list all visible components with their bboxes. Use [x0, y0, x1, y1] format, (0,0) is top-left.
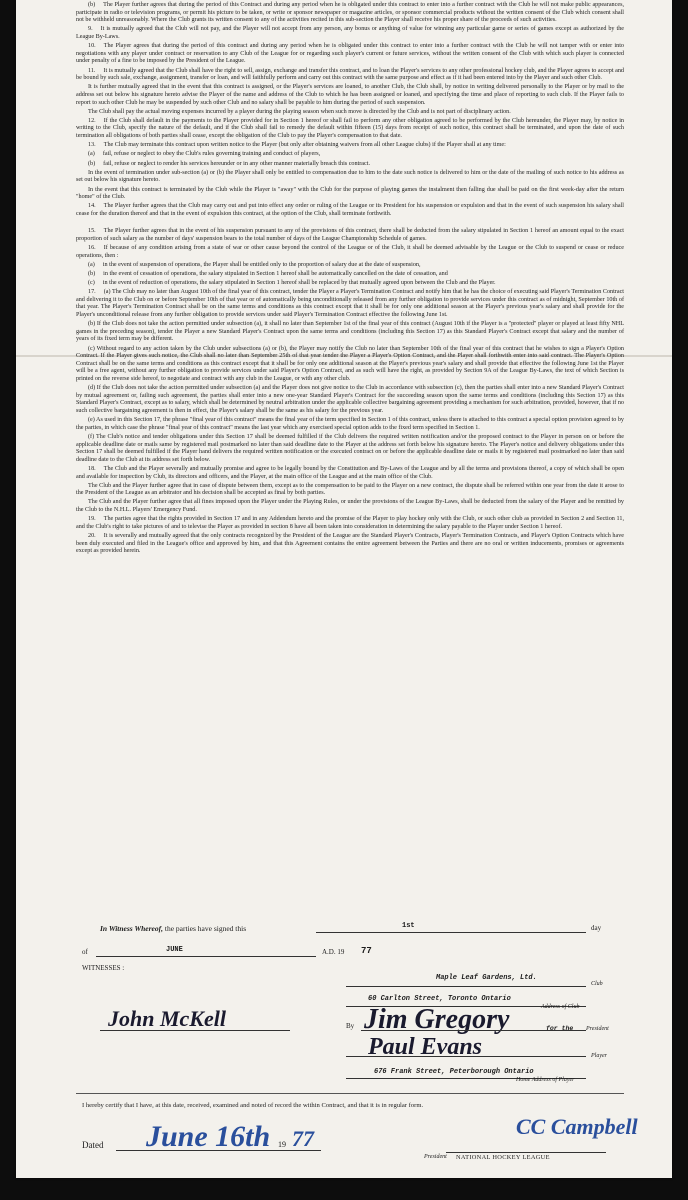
- contract-paragraph: [76, 499, 624, 514]
- paragraph-text: in the event of reduction of operations, the salary stipulated in Section 1 hereof shall be replaced by that mutually agreed upon between the Club and the Player.: [102, 280, 496, 287]
- paragraph-number: 17.: [88, 289, 96, 296]
- paragraph-text: fail, refuse or neglect to render his services hereunder or in any other manner materially breach this contract.: [103, 160, 371, 167]
- contract-paragraph: [88, 151, 624, 159]
- paragraph-number: 20.: [88, 533, 96, 540]
- paragraph-number: 18.: [88, 465, 96, 472]
- paragraph-text: It is mutually agreed that the Club shall have the right to sell, assign, exchange and transfer this contract, and to loan the Player's services to any other professional hockey club, and the Player agrees to accept and be bound by such sale, exchange, assignment, transfer or loan, and will faithfully perform and carry out this contract with the same purpose and effect as if it had been entered into by the Player and such other Club.: [76, 67, 624, 82]
- paragraph-number: (a): [88, 151, 95, 158]
- paragraph-text: The Player further agrees that the Club may carry out and put into effect any order or ruling of the League or its President for his suspension or expulsion and that in the event of such suspension his salary shall cease for the duration thereof and that in the event of expulsion this contract, at the option of the Club, shall terminate forthwith.: [76, 203, 624, 217]
- paragraph-text: The Club and the Player further agree that in case of dispute between them, except as to the compensation to be paid to the Player on a new contract, the dispute shall be referred within one year from the date it arose to the President of the League as an arbitrator and his decision shall be accepted as final by both parties.: [76, 482, 624, 497]
- paragraph-text: The Player agrees that during the period of this contract and during any period when he is obligated under this contract to enter into a further contract with the Club he will not tamper with or enter into negotiations with any player under contract or reservation to any Club of the League for or regarding such player's current or future services, without the written consent of the Club with which such player is connected under penalty of a fine to be imposed by the President of the League.: [76, 43, 624, 65]
- contract-paragraph: [76, 2, 624, 25]
- paragraph-text: The parties agree that the rights provided in Section 17 and in any Addendum hereto and the promise of the Player to play hockey only with the Club, or such other club as provided in Section 2 and Section 11, and the Club's right to take pictures of and to televise the Player as provided in section 8 have all been taken into consideration in determining the salary payable to the Player under Section 1 hereof.: [76, 516, 624, 530]
- contract-paragraph: [76, 385, 624, 415]
- club-line: [346, 986, 586, 987]
- dated-year-value: 77: [292, 1126, 314, 1151]
- certification-text: I hereby certify that I have, at this date, received, examined and noted of record the within Contract, and that it is in regular form.: [82, 1102, 424, 1109]
- contract-paragraph: [76, 203, 624, 218]
- club-label: Club: [591, 981, 603, 987]
- month-line: [96, 956, 316, 957]
- paragraph-number: 19.: [88, 516, 96, 523]
- contract-paragraph: [88, 280, 624, 288]
- paragraph-text: in the event of suspension of operations, the Player shall be entitled only to the proportion of salary due at the date of suspension,: [102, 261, 421, 268]
- contract-paragraph: [76, 321, 624, 344]
- contract-paragraph: [76, 170, 624, 185]
- paragraph-text: (f) The Club's notice and tender obligations under this Section 17 shall be deemed fulfilled if the Club delivers the required written notification and/or the proposed contract to the Player in person on or before the applicable deadline date or mails same by registered mail postmarked no later than said deadline date to the Player at the address set forth below his signature hereto. The Player's notice and delivery obligations under this Section 17 shall be deemed fulfilled if the Player hand delivers the required written notification or the executed contract on or before the applicable deadline date or mails it by registered mail postmarked no later than said deadline date to the Club at its address set forth below.: [76, 433, 624, 463]
- witness-lead-rest: the parties have signed this: [164, 924, 247, 933]
- paragraph-number: (c): [88, 280, 95, 287]
- contract-paragraph: [76, 417, 624, 432]
- president-label: President: [586, 1026, 609, 1032]
- dated-label: Dated: [82, 1140, 104, 1150]
- paragraph-text: fail, refuse or neglect to obey the Club's rules governing training and conduct of players,: [102, 151, 321, 158]
- paragraph-number: 9.: [88, 26, 93, 33]
- contract-paragraph: [76, 43, 624, 66]
- paragraph-text: in the event of cessation of operations, the salary stipulated in Section 1 hereof shall be automatically cancelled on the date of cessation, and: [103, 270, 448, 277]
- contract-paragraph: [76, 118, 624, 141]
- paragraph-number: 11.: [88, 67, 96, 74]
- paragraph-text: If the Club shall default in the payments to the Player provided for in Section 1 hereof or shall fail to perform any other obligation agreed to be performed by the Club hereunder, the Player may, by notice in writing to the Club, specify the nature of the default, and if the Club shall fail to remedy the default within fifteen (15) days from receipt of such notice, this contract shall be terminated, and upon the date of such termination all obligations of both parties shall cease, except the obligation of the Club to pay the Player's compensation to that date.: [76, 117, 624, 140]
- paragraph-text: In the event of termination under sub-section (a) or (b) the Player shall only be entitled to compensation due to him to the date such notice is delivered to him or the date of the mailing of such notice to his address as set out below his signature hereto.: [76, 169, 624, 184]
- day-label: day: [591, 924, 602, 932]
- witness-signature: John McKell: [108, 1006, 226, 1031]
- contract-paragraph: [76, 84, 624, 107]
- club-address-label: Address of Club: [541, 1004, 580, 1010]
- ad-label: A.D. 19: [322, 948, 345, 956]
- contract-body: [76, 2, 624, 557]
- witnesses-label: WITNESSES :: [82, 964, 125, 972]
- contract-paragraph: [76, 228, 624, 243]
- paragraph-text: (a) The Club may no later than August 10th of the final year of this contract, tender the Player a Player's Termination Contract and notify him that he has the choice of executing said Player's Termination Contract and delivering it to the Club on or before September 10th of that year or of automatically being unconditionally released from any further obligation to provide services under this contract as of midnight, September 10th of that year. The Player's Termination Contract shall be on the same terms and conditions as this contract except that it shall be for only one additional season at the Player's previous year's salary and shall provide for the Player's unconditional release from any further obligation to provide services under said Player's Termination Contract effective the following June 1st.: [76, 289, 624, 319]
- player-line: [346, 1056, 586, 1057]
- for-the-value: for the: [546, 1025, 574, 1032]
- contract-paragraph: [76, 516, 624, 531]
- by-label: By: [346, 1022, 355, 1030]
- contract-paragraph: [88, 271, 624, 279]
- player-signature: Paul Evans: [368, 1034, 483, 1060]
- paragraph-text: It is mutually agreed that the Club will not pay, and the Player will not accept from any person, any bonus or anything of value for winning any particular game or series of games except as authorized by the League By-Laws.: [76, 26, 624, 40]
- contract-page: [16, 0, 672, 1178]
- witness-lead: In Witness Whereof,: [100, 924, 164, 933]
- club-signature: Jim Gregory: [364, 1004, 510, 1035]
- day-value: 1st: [402, 922, 415, 930]
- paragraph-number: (a): [88, 261, 95, 268]
- league-label: NATIONAL HOCKEY LEAGUE: [456, 1154, 550, 1161]
- paragraph-text: It is severally and mutually agreed that the only contracts recognized by the President of the League are the Standard Player's Contracts, Player's Termination Contracts, and Player's Option Contracts which have been duly executed and filed in the League's office and approved by him, and that this Agreement contains the entire agreement between the Parties and there are no oral or written inducements, promises or agreements except as provided herein.: [76, 533, 624, 555]
- contract-paragraph: [76, 346, 624, 384]
- paragraph-text: The Player further agrees that during the period of this Contract and during any period when he is obligated under this contract to enter into a further contract with the Club he will not make public appearances, participate in radio or television programs, or permit his picture to be taken, or write or sponsor newspaper or magazine articles, or sponsor commercial products without the written consent of the Club which consent shall not be withheld unreasonably. Where the Club grants its written consent to any of the activities recited in this sub-section the Player shall receive his proper share of the proceeds of such activities.: [76, 2, 624, 24]
- contract-paragraph: [76, 68, 624, 83]
- paragraph-number: 14.: [88, 203, 96, 210]
- contract-paragraph: [76, 26, 624, 41]
- of-label: of: [82, 948, 88, 956]
- player-address-value: 676 Frank Street, Peterborough Ontario: [374, 1068, 534, 1076]
- paragraph-number: (b): [88, 270, 96, 277]
- paragraph-text: The Club shall pay the actual moving expenses incurred by a player during the playing season when such move is directed by the Club and is not part of disciplinary action.: [88, 108, 511, 115]
- paragraph-number: 10.: [88, 43, 96, 50]
- player-address-label: Home Address of Player: [516, 1077, 575, 1083]
- paragraph-text: If because of any condition arising from a state of war or other cause beyond the control of the League or of the Club, it shall be deemed advisable by the League or the Club to suspend or cease or reduce operations, then :: [76, 244, 624, 259]
- dated-value: June 16th: [146, 1120, 271, 1153]
- paragraph-text: The Club and the Player further agree that all fines imposed upon the Player under the Playing Rules, or under the provisions of the League By-Laws, shall be deducted from the salary of the Player and be remitted by the Club to the N.H.L. Players' Emergency Fund.: [76, 499, 624, 514]
- paragraph-text: The Club may terminate this contract upon written notice to the Player (but only after obtaining waivers from all other League clubs) if the Player shall at any time:: [103, 142, 506, 149]
- contract-paragraph: [76, 289, 624, 319]
- paragraph-number: 13.: [88, 142, 96, 149]
- paragraph-number: 12.: [88, 117, 96, 124]
- contract-paragraph: [76, 533, 624, 556]
- paragraph-number: 16.: [88, 244, 96, 251]
- paragraph-text: (e) As used in this Section 17, the phrase "final year of this contract" means the final year of the term specified in Section 1 of this contract, unless there is attached to this contract a special option provision agreed to by the parties, in which case the phrase "final year of this contract" means the last year which any exercised special option adds to the fixed term specified in Section 1.: [76, 417, 624, 431]
- section-gap: [76, 220, 624, 228]
- contract-paragraph: [76, 187, 624, 202]
- divider: [76, 1093, 624, 1094]
- contract-paragraph: [76, 466, 624, 481]
- paragraph-text: It is further mutually agreed that in the event that this contract is assigned, or the Player's services are loaned, to another Club, the Club shall, by notice in writing delivered personally to the Player or by mail to the address set out below his signature hereto advise the Player of the name and address of the Club to which he has been assigned or loaned, and specifying the time and place of reporting to such club. If the Player fails to report to such other Club he may be suspended by such other Club and no salary shall be payable to him during the period of such suspension.: [76, 84, 624, 106]
- paragraph-text: In the event that this contract is terminated by the Club while the Player is "away" with the Club for the purpose of playing games the instalment then falling due shall be paid on the first week-day after the return "home" of the Club.: [76, 186, 624, 201]
- paragraph-text: The Player further agrees that in the event of his suspension pursuant to any of the provisions of this contract, there shall be deducted from the salary stipulated in Section 1 hereof an amount equal to the exact proportion of such salary as the number of days' suspension bears to the total number of days of the League Championship Schedule of games.: [76, 228, 624, 242]
- club-address-value: 60 Carlton Street, Toronto Ontario: [368, 995, 511, 1003]
- contract-paragraph: [88, 262, 624, 270]
- year-value: 77: [361, 946, 372, 956]
- month-value: JUNE: [166, 946, 183, 954]
- day-line: [316, 932, 586, 933]
- paragraph-text: The Club and the Player severally and mutually promise and agree to be legally bound by the Constitution and By-Laws of the League and by all the terms and provisions thereof, a copy of which shall be open and available for inspection by Club, its directors and officers, and the Player, at the main office of the League and at the main office of the Club.: [76, 465, 624, 480]
- paragraph-text: (d) If the Club does not take the action permitted under subsection (a) and the Player does not give notice to the Club in accordance with subsection (c), then the parties shall enter into a new Standard Player's Contract by mutual agreement or, failing such agreement, the parties shall enter into a new one-year Standard Player's Contract for the succeeding season upon the same terms and conditions (including this Section 17) as this Standard Player's Contract, except as to salary, which shall be determined by neutral arbitration under the applicable collective bargaining agreement providing a mechanism for such arbitration, provided, however, that if no such collective bargaining agreement is then in effect, the Player's salary shall be the same as his salary for the previous year.: [76, 385, 624, 414]
- player-label: Player: [591, 1053, 607, 1059]
- dated-year-prefix: 19: [278, 1140, 286, 1149]
- paragraph-number: (b): [88, 2, 96, 8]
- paragraph-number: (b): [88, 160, 96, 167]
- contract-paragraph: [76, 483, 624, 498]
- contract-paragraph: [76, 109, 624, 117]
- president-signature: CC Campbell: [516, 1114, 638, 1139]
- paragraph-text: (b) If the Club does not take the action permitted under subsection (a), it shall no later than September 1st of the final year of this contract (August 10th if the Player is a "protected" player or played at least fifty NHL games in the preceding season), tender the Player a new Standard Player's Contract upon the same terms and conditions (including this Section 17) as this Standard Player's Contract except that salary and the number of years of its fixed term may be different.: [76, 321, 624, 343]
- contract-paragraph: [88, 161, 624, 169]
- paragraph-number: 15.: [88, 228, 96, 235]
- league-president-label: President: [424, 1154, 447, 1160]
- contract-paragraph: [76, 142, 624, 150]
- league-president-line: [446, 1152, 606, 1153]
- contract-paragraph: [76, 245, 624, 260]
- contract-paragraph: [76, 434, 624, 464]
- club-value: Maple Leaf Gardens, Ltd.: [436, 974, 537, 982]
- paragraph-text: (c) Without regard to any action taken by the Club under subsections (a) or (b), the Player may notify the Club no later than September 10th of the final year of this contract that he wishes to sign a Player's Option Contract. If the Player gives such notice, the Club shall no later than September 25th of that year tender the Player a Player's Option Contract, and the Player shall forthwith enter into said contract. The Player's Option Contract shall be on the same terms and conditions as this contract except that it shall be for only one additional season at the Player's previous year's salary and shall provide that effective the following June 1st the Player will be a free agent, without any further obligation to provide services under said Player's Option Contract, and as such will have the right, as provided by Section 9A of the League By-Laws, the text of which Section is printed on the reverse side hereof, to negotiate and contract with any club in the League, or with any other club.: [76, 345, 624, 382]
